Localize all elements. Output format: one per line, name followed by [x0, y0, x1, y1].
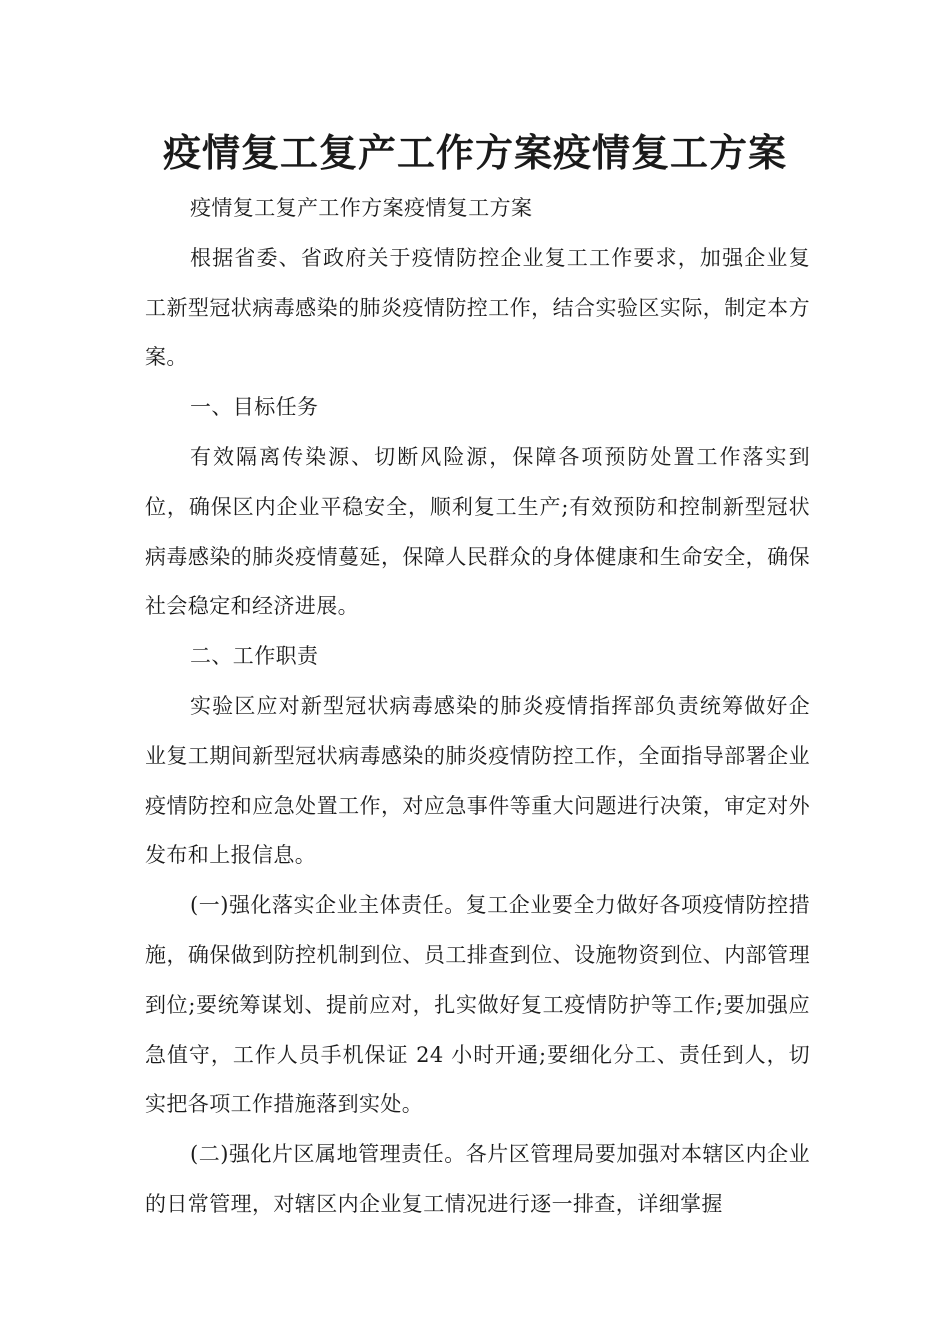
- paragraph-item-1: (一)强化落实企业主体责任。复工企业要全力做好各项疫情防控措施，确保做到防控机制到位、员工排查到位、设施物资到位、内部管理到位;要统筹谋划、提前应对，扎实做好复工疫情防护等工作;要加强应急值守，工作人员手机保证 24 小时开通;要细化分工、责任到人，切实把各项工作措施落到实处。: [145, 893, 810, 1117]
- document-title: 疫情复工复产工作方案疫情复工方案: [162, 131, 787, 175]
- paragraph-subtitle: 疫情复工复产工作方案疫情复工方案: [190, 196, 533, 220]
- paragraph-objectives: 有效隔离传染源、切断风险源，保障各项预防处置工作落实到位，确保区内企业平稳安全，顺利复工生产;有效预防和控制新型冠状病毒感染的肺炎疫情蔓延，保障人民群众的身体健康和生命安全，确保社会稳定和经济进展。: [145, 444, 810, 619]
- section-heading-duties: 二、工作职责: [190, 644, 319, 669]
- document-body: [145, 184, 810, 1230]
- section-heading-objectives: 一、目标任务: [190, 395, 319, 420]
- paragraph-intro: 根据省委、省政府关于疫情防控企业复工工作要求，加强企业复工新型冠状病毒感染的肺炎疫情防控工作，结合实验区实际，制定本方案。: [145, 245, 810, 370]
- paragraph-item-2: (二)强化片区属地管理责任。各片区管理局要加强对本辖区内企业的日常管理，对辖区内企业复工情况进行逐一排查，详细掌握: [145, 1142, 810, 1216]
- paragraph-duties: 实验区应对新型冠状病毒感染的肺炎疫情指挥部负责统筹做好企业复工期间新型冠状病毒感染的肺炎疫情防控工作，全面指导部署企业疫情防控和应急处置工作，对应急事件等重大问题进行决策，审定对外发布和上报信息。: [145, 693, 810, 868]
